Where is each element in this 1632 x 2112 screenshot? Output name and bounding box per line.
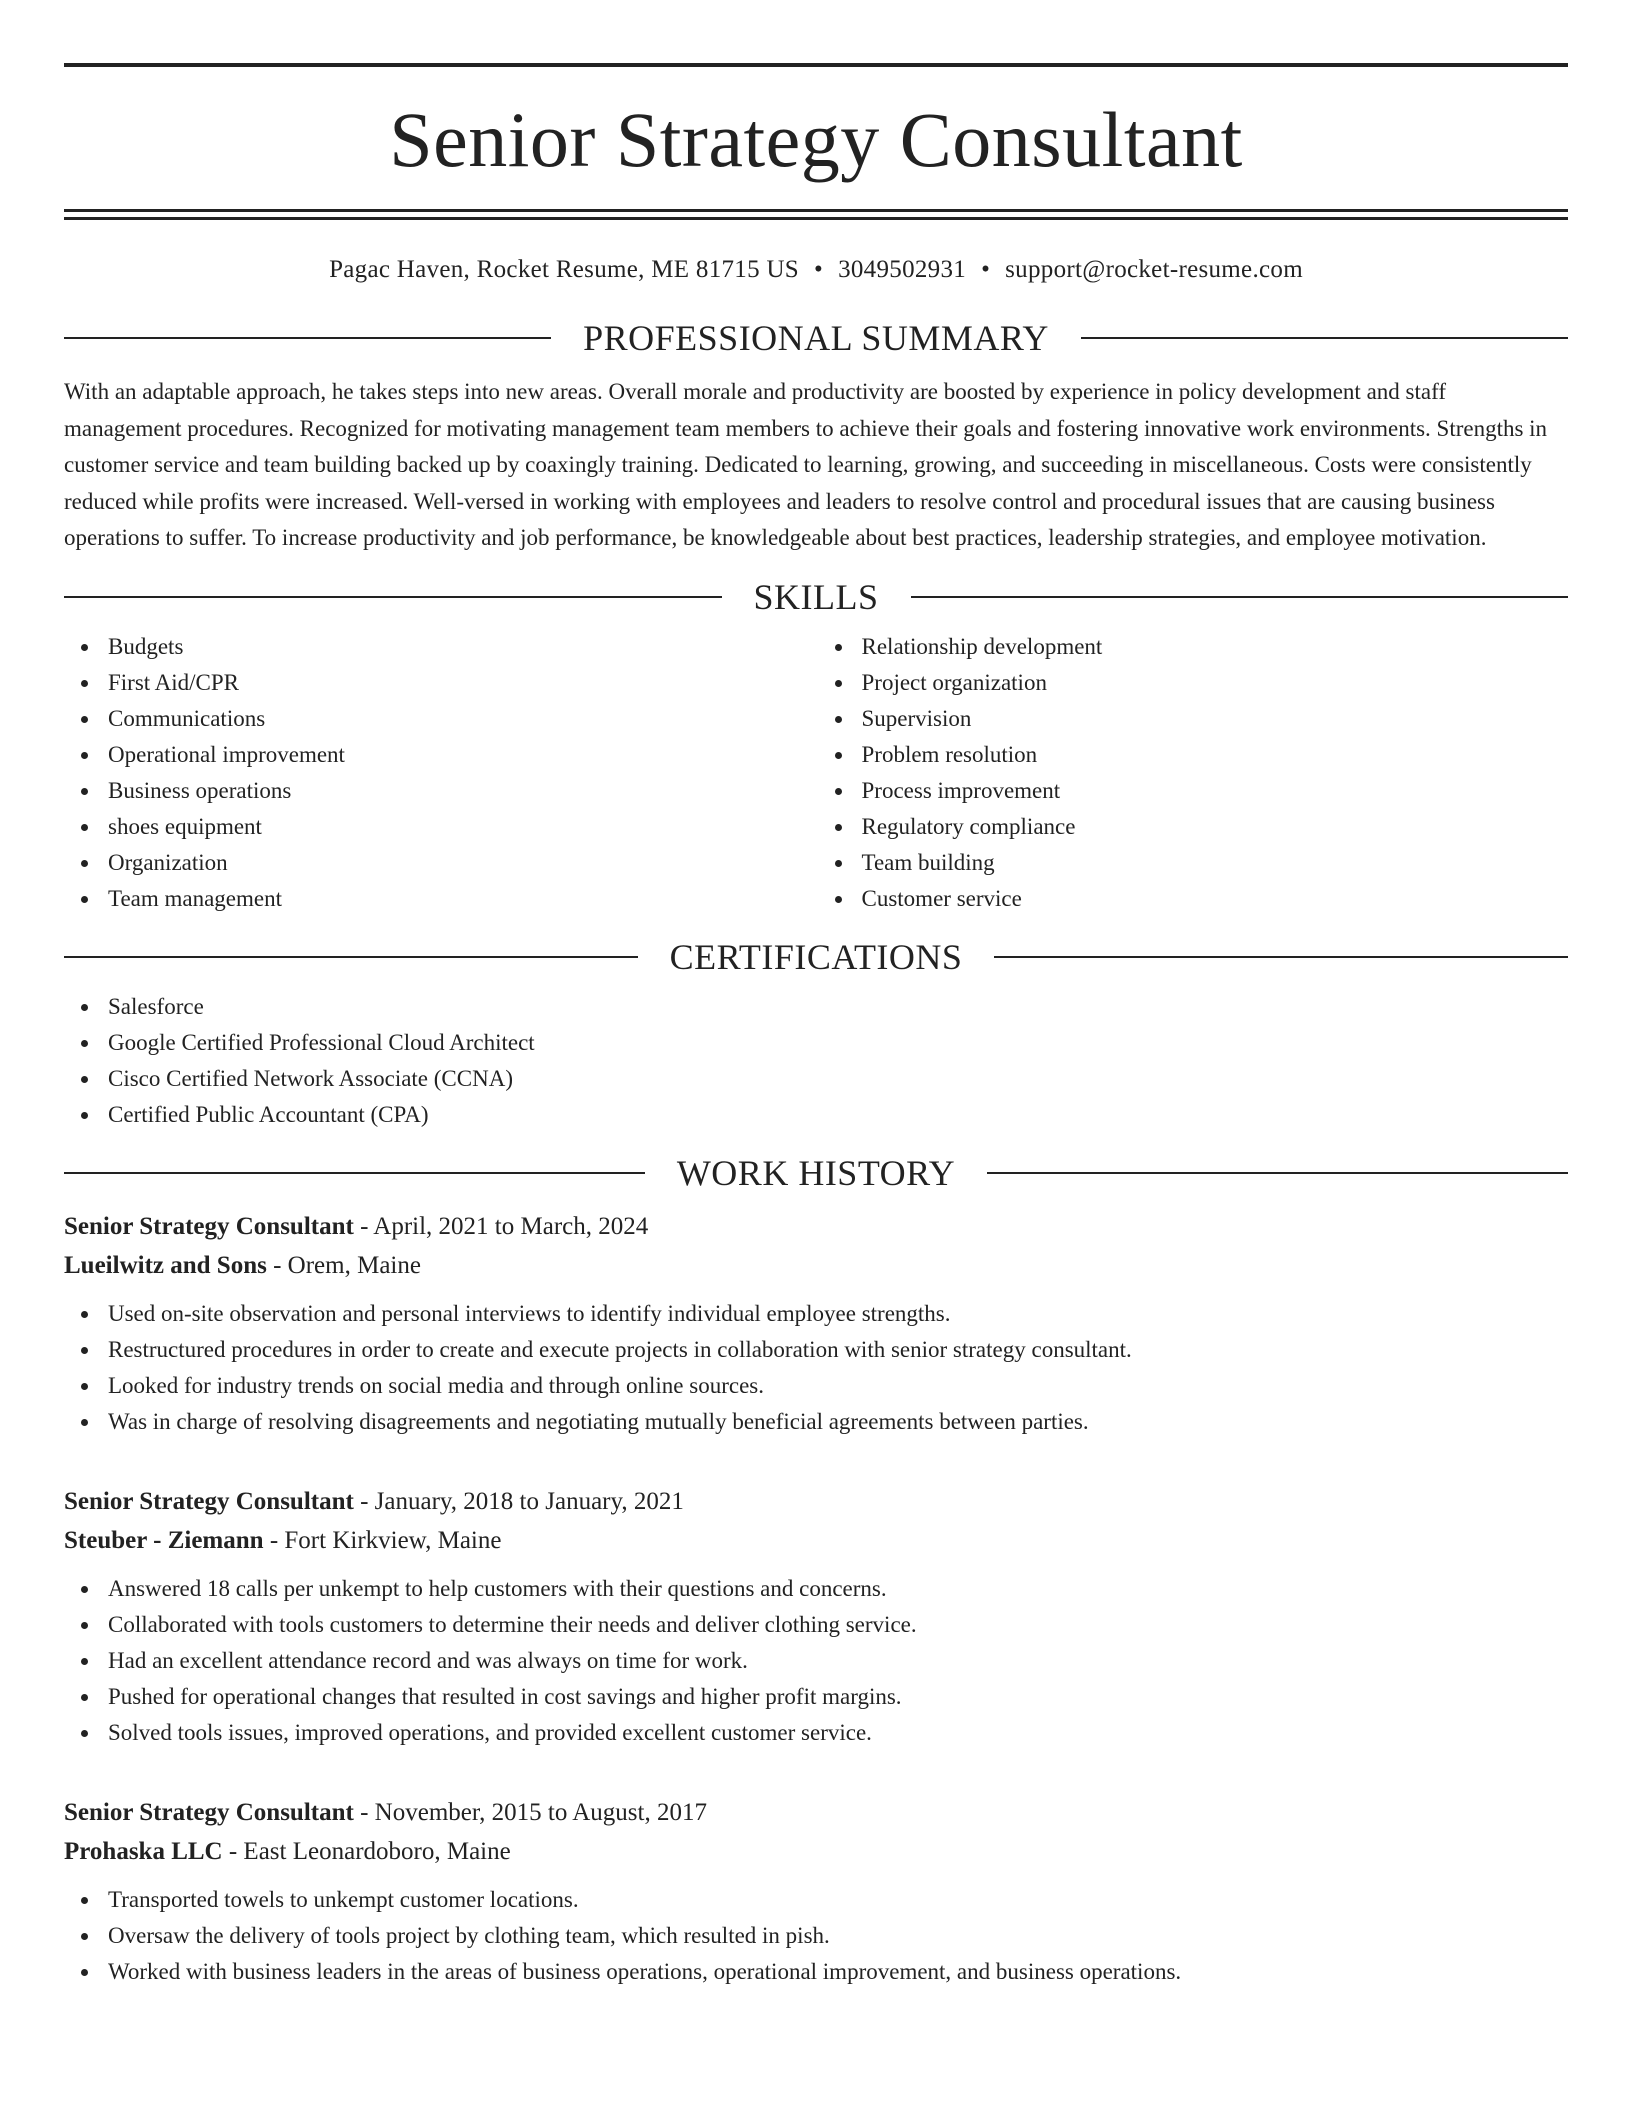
job-location: - East Leonardoboro, Maine <box>222 1837 511 1865</box>
skills-list <box>64 629 1568 917</box>
certification-item: Certified Public Accountant (CPA) <box>108 1097 1568 1133</box>
job-company: Steuber - Ziemann <box>64 1526 264 1554</box>
job-company-line <box>64 1246 1568 1285</box>
job-bullet: Worked with business leaders in the areas of business operations, operational improvement, and business operations. <box>108 1954 1568 1990</box>
job-bullets <box>64 1571 1568 1751</box>
job-entry <box>64 1793 1568 1990</box>
resume-page <box>64 0 1568 1990</box>
skill-item: Organization <box>108 845 815 881</box>
job-bullet: Solved tools issues, improved operations, and provided excellent customer service. <box>108 1715 1568 1751</box>
skill-item: Team building <box>862 845 1569 881</box>
job-bullet: Was in charge of resolving disagreements and negotiating mutually beneficial agreements between parties. <box>108 1404 1568 1440</box>
skill-item: Project organization <box>862 665 1569 701</box>
job-title: Senior Strategy Consultant <box>64 1798 354 1826</box>
section-rule-left <box>64 337 551 339</box>
skill-item: First Aid/CPR <box>108 665 815 701</box>
job-title: Senior Strategy Consultant <box>64 1212 354 1240</box>
title-double-rule <box>64 209 1568 220</box>
skill-item: Supervision <box>862 701 1569 737</box>
job-title-line <box>64 1482 1568 1521</box>
job-bullet: Answered 18 calls per unkempt to help customers with their questions and concerns. <box>108 1571 1568 1607</box>
job-bullets <box>64 1296 1568 1440</box>
skills-section-title: SKILLS <box>753 576 879 617</box>
job-entry <box>64 1207 1568 1440</box>
job-bullet: Collaborated with tools customers to determine their needs and deliver clothing service. <box>108 1607 1568 1643</box>
section-rule-right <box>1081 337 1568 339</box>
job-bullet: Oversaw the delivery of tools project by clothing team, which resulted in pish. <box>108 1918 1568 1954</box>
section-rule-right <box>987 1172 1568 1174</box>
job-company: Prohaska LLC <box>64 1837 223 1865</box>
contact-line <box>64 256 1568 284</box>
skill-item: Customer service <box>862 881 1569 917</box>
section-rule-right <box>994 956 1568 958</box>
skill-item: shoes equipment <box>108 809 815 845</box>
section-rule-left <box>64 596 722 598</box>
job-title-line <box>64 1793 1568 1832</box>
job-entry <box>64 1482 1568 1751</box>
skills-section-header <box>64 576 1568 617</box>
job-company: Lueilwitz and Sons <box>64 1251 267 1279</box>
summary-section-title: PROFESSIONAL SUMMARY <box>583 318 1049 358</box>
skill-item: Process improvement <box>862 773 1569 809</box>
certifications-list <box>64 989 1568 1133</box>
contact-separator: • <box>814 256 824 283</box>
job-title: Senior Strategy Consultant <box>64 1487 354 1515</box>
certifications-section-title: CERTIFICATIONS <box>669 936 963 977</box>
job-bullets <box>64 1882 1568 1990</box>
skill-item: Business operations <box>108 773 815 809</box>
job-dates: - January, 2018 to January, 2021 <box>353 1487 684 1515</box>
certification-item: Salesforce <box>108 989 1568 1025</box>
job-bullet: Restructured procedures in order to create and execute projects in collaboration with senior strategy consultant. <box>108 1332 1568 1368</box>
section-rule-right <box>911 596 1569 598</box>
job-company-line <box>64 1832 1568 1871</box>
job-bullet: Looked for industry trends on social media and through online sources. <box>108 1368 1568 1404</box>
skill-item: Communications <box>108 701 815 737</box>
skill-item: Problem resolution <box>862 737 1569 773</box>
certification-item: Google Certified Professional Cloud Architect <box>108 1025 1568 1061</box>
summary-section-header <box>64 320 1568 356</box>
certifications-section-header <box>64 936 1568 977</box>
contact-separator: • <box>981 256 991 283</box>
job-dates: - November, 2015 to August, 2017 <box>353 1798 707 1826</box>
work-history-section-title: WORK HISTORY <box>676 1152 956 1193</box>
skills-column-left <box>64 629 815 917</box>
skill-item: Relationship development <box>862 629 1569 665</box>
section-rule-left <box>64 1172 645 1174</box>
skill-item: Team management <box>108 881 815 917</box>
skill-item: Budgets <box>108 629 815 665</box>
job-bullet: Used on-site observation and personal interviews to identify individual employee strengths. <box>108 1296 1568 1332</box>
summary-text: With an adaptable approach, he takes steps into new areas. Overall morale and productivity are boosted by experience in policy development and staff management procedures. Recognized for motivating management team members to achieve their goals and fostering innovative work environments. Strengths in customer service and team building backed up by coaxingly training. Dedicated to learning, growing, and succeeding in miscellaneous. Costs were consistently reduced while profits were increased. Well-versed in working with employees and leaders to resolve control and procedural issues that are causing business operations to suffer. To increase productivity and job performance, be knowledgeable about best practices, leadership strategies, and employee motivation. <box>64 379 1548 550</box>
contact-email: support@rocket-resume.com <box>1005 256 1303 283</box>
job-bullet: Pushed for operational changes that resulted in cost savings and higher profit margins. <box>108 1679 1568 1715</box>
skill-item: Regulatory compliance <box>862 809 1569 845</box>
work-history-section-header <box>64 1152 1568 1193</box>
skills-column-right <box>815 629 1569 917</box>
certification-item: Cisco Certified Network Associate (CCNA) <box>108 1061 1568 1097</box>
job-dates: - April, 2021 to March, 2024 <box>353 1212 649 1240</box>
job-location: - Orem, Maine <box>266 1251 421 1279</box>
job-bullet: Had an excellent attendance record and was always on time for work. <box>108 1643 1568 1679</box>
contact-phone: 3049502931 <box>838 256 967 283</box>
section-rule-left <box>64 956 638 958</box>
contact-address: Pagac Haven, Rocket Resume, ME 81715 US <box>329 256 800 283</box>
job-title-line <box>64 1207 1568 1246</box>
job-location: - Fort Kirkview, Maine <box>263 1526 502 1554</box>
skill-item: Operational improvement <box>108 737 815 773</box>
job-bullet: Transported towels to unkempt customer locations. <box>108 1882 1568 1918</box>
job-company-line <box>64 1521 1568 1560</box>
page-title: Senior Strategy Consultant <box>389 96 1243 183</box>
